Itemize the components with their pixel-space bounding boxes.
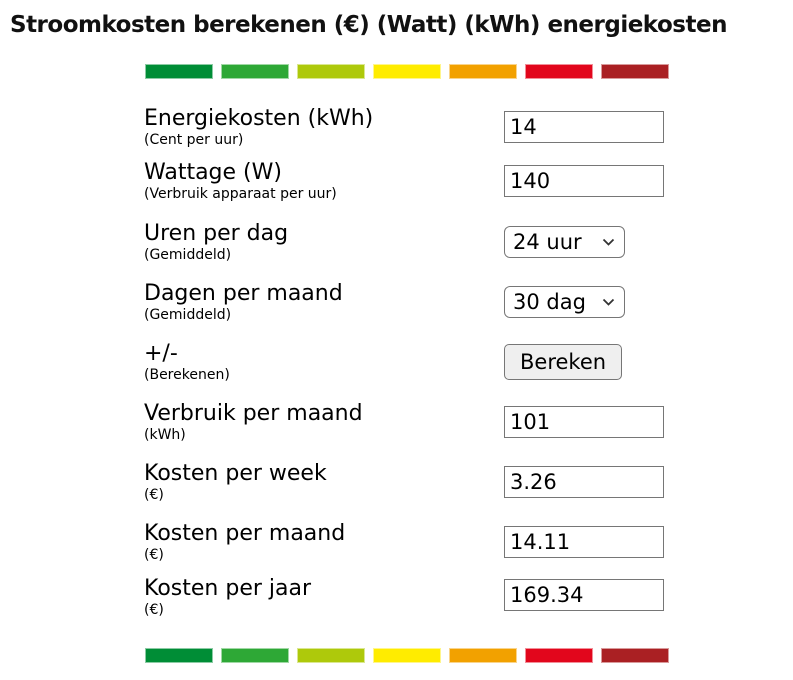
wattage-sublabel: (Verbruik apparaat per uur) xyxy=(144,186,337,202)
energy-label-bar-top xyxy=(145,64,669,79)
kosten-per-week-label: Kosten per week xyxy=(144,461,327,486)
uren-per-dag-sublabel: (Gemiddeld) xyxy=(144,247,232,263)
dagen-per-maand-select[interactable] xyxy=(504,286,625,318)
form-row-kosten-per-maand xyxy=(144,521,684,577)
form-row-energiekosten xyxy=(144,106,684,162)
kosten-per-week-sublabel: (€) xyxy=(144,487,164,503)
form-row-wattage xyxy=(144,160,684,216)
wattage-input[interactable] xyxy=(504,165,664,197)
dagen-per-maand-label: Dagen per maand xyxy=(144,281,343,306)
energiekosten-label: Energiekosten (kWh) xyxy=(144,106,374,131)
energy-label-segment-yellow xyxy=(373,648,441,663)
energy-label-segment-dark-red xyxy=(601,64,669,79)
verbruik-per-maand-label: Verbruik per maand xyxy=(144,401,363,426)
kosten-per-maand-label: Kosten per maand xyxy=(144,521,346,546)
energy-label-segment-dark-green xyxy=(145,648,213,663)
energy-label-segment-orange xyxy=(449,64,517,79)
form-row-kosten-per-jaar xyxy=(144,576,684,632)
chevron-down-icon xyxy=(602,238,615,246)
energy-label-segment-dark-red xyxy=(601,648,669,663)
dagen-per-maand-sublabel: (Gemiddeld) xyxy=(144,307,232,323)
verbruik-per-maand-input[interactable] xyxy=(504,406,664,438)
energy-label-segment-yellowgreen xyxy=(297,648,365,663)
energy-label-segment-yellow xyxy=(373,64,441,79)
verbruik-per-maand-sublabel: (kWh) xyxy=(144,427,186,443)
page-title: Stroomkosten berekenen (€) (Watt) (kWh) energiekosten xyxy=(10,12,727,38)
kosten-per-week-input[interactable] xyxy=(504,466,664,498)
energy-label-segment-red xyxy=(525,648,593,663)
dagen-per-maand-selected-value: 30 dag xyxy=(513,290,586,314)
bereken-sublabel: (Berekenen) xyxy=(144,367,230,383)
energy-label-segment-dark-green xyxy=(145,64,213,79)
form-row-bereken xyxy=(144,341,684,397)
energiekosten-sublabel: (Cent per uur) xyxy=(144,132,244,148)
kosten-per-jaar-sublabel: (€) xyxy=(144,602,164,618)
chevron-down-icon xyxy=(602,298,615,306)
uren-per-dag-selected-value: 24 uur xyxy=(513,230,582,254)
form-row-kosten-per-week xyxy=(144,461,684,517)
wattage-label: Wattage (W) xyxy=(144,160,282,185)
kosten-per-jaar-label: Kosten per jaar xyxy=(144,576,312,601)
form-row-verbruik-per-maand xyxy=(144,401,684,457)
energy-label-bar-bottom xyxy=(145,648,669,663)
bereken-label: +/- xyxy=(144,341,178,366)
energy-label-segment-orange xyxy=(449,648,517,663)
energy-label-segment-yellowgreen xyxy=(297,64,365,79)
kosten-per-maand-sublabel: (€) xyxy=(144,547,164,563)
form-row-dagen-per-maand xyxy=(144,281,684,337)
kosten-per-jaar-input[interactable] xyxy=(504,579,664,611)
kosten-per-maand-input[interactable] xyxy=(504,526,664,558)
form-row-uren-per-dag xyxy=(144,221,684,277)
energy-label-segment-red xyxy=(525,64,593,79)
energy-label-segment-green xyxy=(221,648,289,663)
energiekosten-input[interactable] xyxy=(504,111,664,143)
energy-label-segment-green xyxy=(221,64,289,79)
uren-per-dag-label: Uren per dag xyxy=(144,221,289,246)
bereken-button[interactable]: Bereken xyxy=(504,344,622,380)
uren-per-dag-select[interactable] xyxy=(504,226,625,258)
